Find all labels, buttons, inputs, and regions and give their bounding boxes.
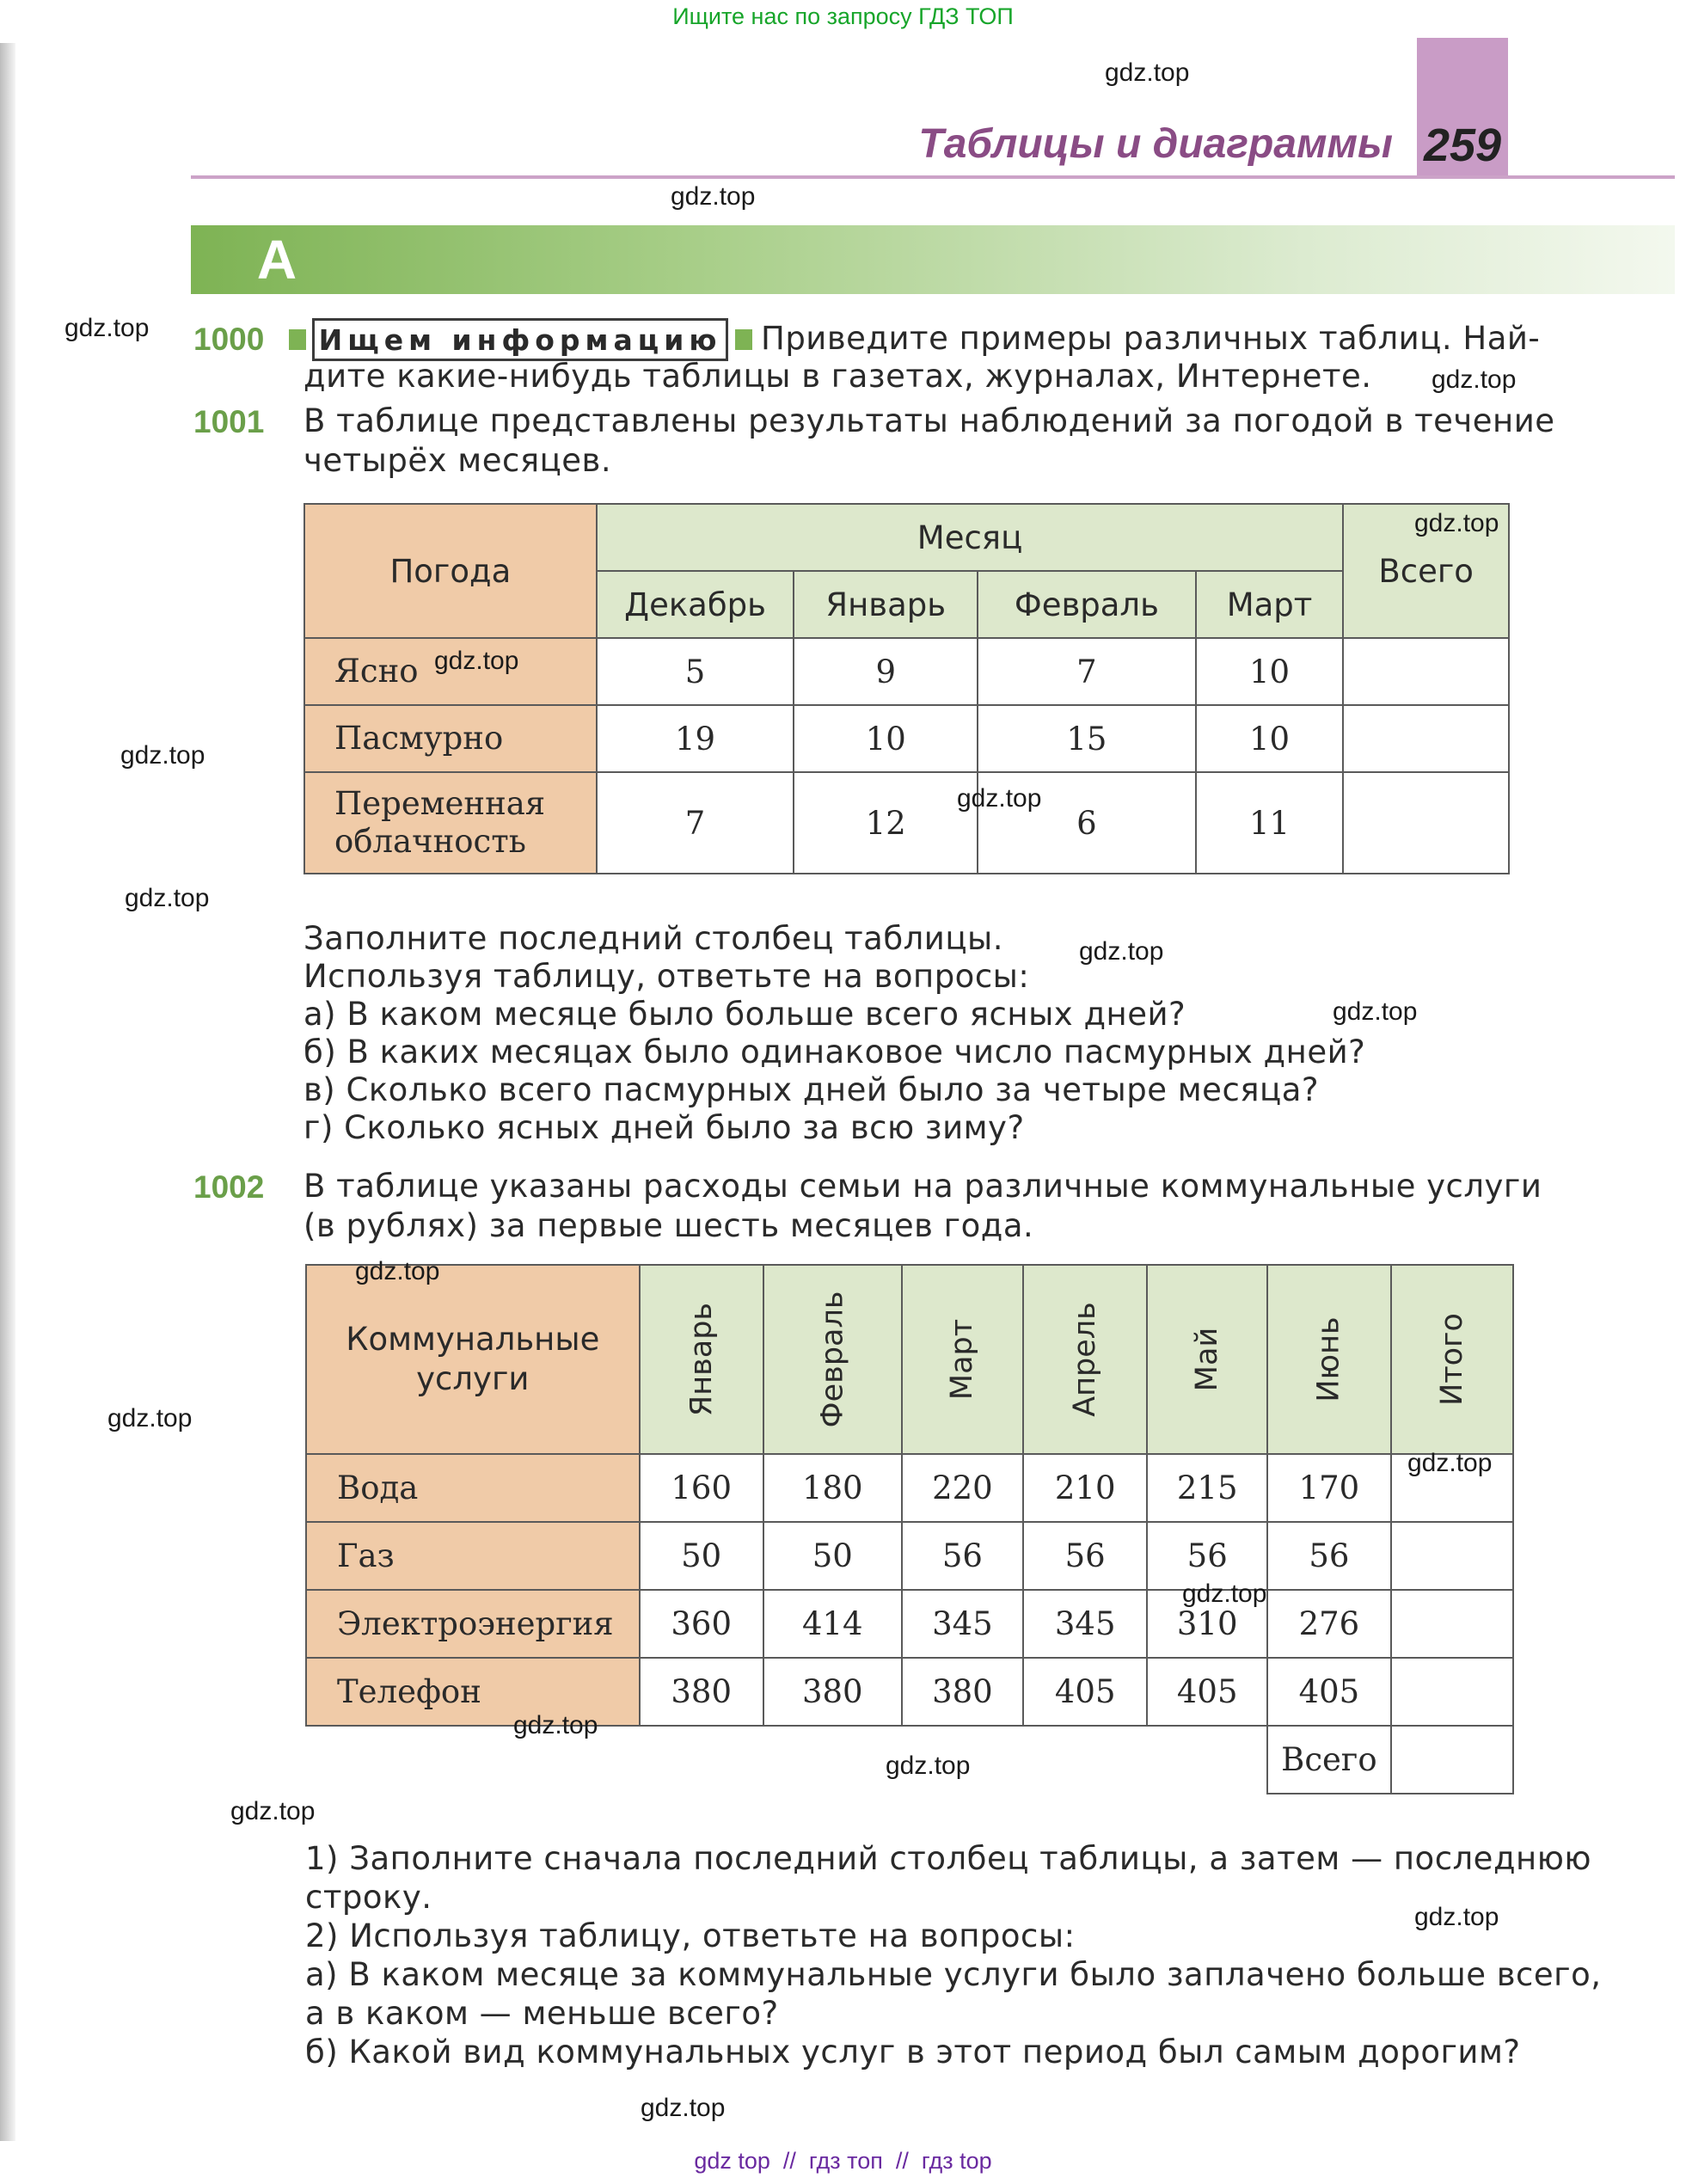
table-cell: 276 — [1267, 1590, 1391, 1658]
exercise-1000-text: дите какие-нибудь таблицы в газетах, журналах, Интернете. — [303, 358, 1372, 395]
total-label: Итого — [1434, 1313, 1469, 1406]
month-header: Январь — [794, 571, 978, 638]
table-cell: 360 — [640, 1590, 763, 1658]
table-footer-blank — [640, 1726, 763, 1794]
task-line: а) В каком месяце было больше всего ясных дней? — [303, 996, 1186, 1033]
exercise-number-1000: 1000 — [193, 322, 265, 357]
table-cell: 310 — [1147, 1590, 1267, 1658]
rubric-marker-icon — [735, 329, 752, 350]
rubric-label: Ищем информацию — [318, 323, 722, 357]
watermark: gdz.top — [434, 647, 519, 675]
table-row — [306, 1590, 1513, 1658]
month-label: Январь — [684, 1302, 719, 1417]
watermark: gdz.top — [513, 1711, 598, 1739]
table-cell: 405 — [1147, 1658, 1267, 1726]
task-line: а в каком — меньше всего? — [305, 1995, 779, 2032]
table-footer-blank — [763, 1726, 902, 1794]
month-header — [1267, 1265, 1391, 1454]
corner-header-line: Коммунальные — [346, 1321, 600, 1358]
table-footer-blank — [1147, 1726, 1267, 1794]
month-header — [1147, 1265, 1267, 1454]
task-line: в) Сколько всего пасмурных дней было за четыре месяца? — [303, 1071, 1320, 1108]
table-cell: 10 — [1196, 638, 1344, 705]
task-line: Используя таблицу, ответьте на вопросы: — [303, 958, 1030, 995]
row-label-line: Переменная — [334, 785, 546, 822]
watermark: gdz.top — [1333, 997, 1418, 1026]
table-cell: 210 — [1023, 1454, 1147, 1522]
empty-total-cell — [1391, 1522, 1513, 1590]
watermark: gdz.top — [355, 1257, 440, 1285]
table-cell: 56 — [1023, 1522, 1147, 1590]
table-corner-header: Погода — [304, 504, 597, 638]
table-cell: 6 — [978, 772, 1196, 874]
page-number: 259 — [1423, 120, 1502, 171]
watermark: gdz.top — [671, 182, 756, 211]
month-header — [902, 1265, 1023, 1454]
watermark: gdz.top — [1432, 365, 1517, 394]
table-cell: 405 — [1023, 1658, 1147, 1726]
watermark: gdz.top — [1182, 1580, 1267, 1608]
table-cell: 56 — [1147, 1522, 1267, 1590]
watermark: gdz.top — [1414, 1903, 1499, 1931]
weather-table — [303, 503, 1510, 874]
watermark: gdz.top — [1414, 509, 1499, 537]
exercise-1000-text: Приведите примеры различных таблиц. Най- — [761, 320, 1541, 357]
watermark: gdz.top — [120, 741, 205, 770]
month-header — [640, 1265, 763, 1454]
row-label-line: облачность — [334, 823, 526, 860]
exercise-number-1001: 1001 — [193, 404, 265, 439]
table-row — [304, 705, 1509, 772]
table-row — [306, 1522, 1513, 1590]
table-cell: 10 — [1196, 705, 1344, 772]
rubric-marker-icon — [289, 329, 306, 350]
table-cell: 405 — [1267, 1658, 1391, 1726]
empty-total-cell — [1343, 638, 1509, 705]
top-banner: Ищите нас по запросу ГДЗ ТОП — [672, 3, 1014, 29]
watermark: gdz.top — [1105, 58, 1190, 87]
exercise-1001-text: В таблице представлены результаты наблюдений за погодой в течение — [303, 402, 1555, 439]
row-label: Ясно — [304, 638, 597, 705]
watermark: gdz.top — [107, 1404, 193, 1432]
table-cell: 345 — [1023, 1590, 1147, 1658]
task-line: строку. — [305, 1879, 432, 1916]
watermark: gdz.top — [1079, 937, 1164, 966]
row-label: Вода — [306, 1454, 640, 1522]
table-cell: 170 — [1267, 1454, 1391, 1522]
watermark: gdz.top — [957, 784, 1042, 813]
watermark: gdz.top — [1407, 1449, 1493, 1477]
task-line: Заполните последний столбец таблицы. — [303, 920, 1004, 957]
table-cell: 380 — [763, 1658, 902, 1726]
empty-grand-total-cell — [1391, 1726, 1513, 1794]
month-label: Февраль — [815, 1291, 850, 1428]
table-cell: 160 — [640, 1454, 763, 1522]
table-cell: 345 — [902, 1590, 1023, 1658]
table-footer-blank — [1023, 1726, 1147, 1794]
table-cell: 5 — [597, 638, 794, 705]
total-column-header: Всего — [1343, 504, 1509, 638]
watermark: gdz.top — [230, 1797, 316, 1825]
table-cell: 19 — [597, 705, 794, 772]
table-cell: 10 — [794, 705, 978, 772]
month-label: Март — [945, 1318, 980, 1401]
table-cell: 380 — [902, 1658, 1023, 1726]
section-bar — [191, 225, 1675, 294]
row-label: Телефон — [306, 1658, 640, 1726]
month-header: Март — [1196, 571, 1344, 638]
task-line: 2) Используя таблицу, ответьте на вопросы: — [305, 1917, 1076, 1954]
month-group-header: Месяц — [597, 504, 1344, 571]
table-cell: 50 — [763, 1522, 902, 1590]
table-cell: 220 — [902, 1454, 1023, 1522]
table-cell: 15 — [978, 705, 1196, 772]
footer-links: gdz top // гдз топ // гдз top — [694, 2148, 992, 2174]
task-line: 1) Заполните сначала последний столбец таблицы, а затем — последнюю — [305, 1840, 1592, 1877]
task-line: г) Сколько ясных дней было за всю зиму? — [303, 1109, 1025, 1146]
table-cell: 380 — [640, 1658, 763, 1726]
month-header: Декабрь — [597, 571, 794, 638]
total-column-header — [1391, 1265, 1513, 1454]
exercise-1002-text: (в рублях) за первые шесть месяцев года. — [303, 1207, 1034, 1244]
table-cell: 50 — [640, 1522, 763, 1590]
table-cell: 414 — [763, 1590, 902, 1658]
chapter-title: Таблицы и диаграммы — [918, 121, 1393, 167]
empty-total-cell — [1391, 1590, 1513, 1658]
empty-total-cell — [1343, 772, 1509, 874]
watermark: gdz.top — [641, 2094, 726, 2122]
table-cell: 11 — [1196, 772, 1344, 874]
task-line: б) Какой вид коммунальных услуг в этот период был самым дорогим? — [305, 2034, 1521, 2071]
empty-total-cell — [1343, 705, 1509, 772]
row-label: Газ — [306, 1522, 640, 1590]
month-label: Май — [1190, 1327, 1225, 1392]
table-cell: 9 — [794, 638, 978, 705]
table-cell: 180 — [763, 1454, 902, 1522]
table-row — [306, 1454, 1513, 1522]
exercise-number-1002: 1002 — [193, 1169, 265, 1205]
month-label: Июнь — [1311, 1316, 1346, 1402]
table-cell: 215 — [1147, 1454, 1267, 1522]
book-spine-shadow — [0, 43, 15, 2141]
month-header — [763, 1265, 902, 1454]
table-corner-header — [306, 1265, 640, 1454]
row-label — [304, 772, 597, 874]
table-row — [304, 772, 1509, 874]
task-line: б) В каких месяцах было одинаковое число пасмурных дней? — [303, 1034, 1366, 1071]
watermark: gdz.top — [886, 1751, 971, 1780]
watermark: gdz.top — [125, 884, 210, 912]
table-cell: 7 — [978, 638, 1196, 705]
table-cell: 7 — [597, 772, 794, 874]
exercise-1002-text: В таблице указаны расходы семьи на различные коммунальные услуги — [303, 1168, 1542, 1205]
table-cell: 56 — [902, 1522, 1023, 1590]
header-rule — [191, 175, 1675, 179]
row-label: Пасмурно — [304, 705, 597, 772]
footer-total-label: Всего — [1267, 1726, 1391, 1794]
watermark: gdz.top — [64, 314, 150, 342]
month-header: Февраль — [978, 571, 1196, 638]
utilities-table — [305, 1264, 1514, 1794]
month-header — [1023, 1265, 1147, 1454]
row-label: Электроэнергия — [306, 1590, 640, 1658]
corner-header-line: услуги — [416, 1360, 530, 1397]
exercise-1001-text: четырёх месяцев. — [303, 442, 612, 479]
empty-total-cell — [1391, 1658, 1513, 1726]
table-row — [306, 1658, 1513, 1726]
section-letter: А — [256, 229, 297, 291]
task-line: а) В каком месяце за коммунальные услуги было заплачено больше всего, — [305, 1956, 1602, 1993]
table-cell: 56 — [1267, 1522, 1391, 1590]
table-cell: 12 — [794, 772, 978, 874]
month-label: Апрель — [1068, 1302, 1103, 1417]
